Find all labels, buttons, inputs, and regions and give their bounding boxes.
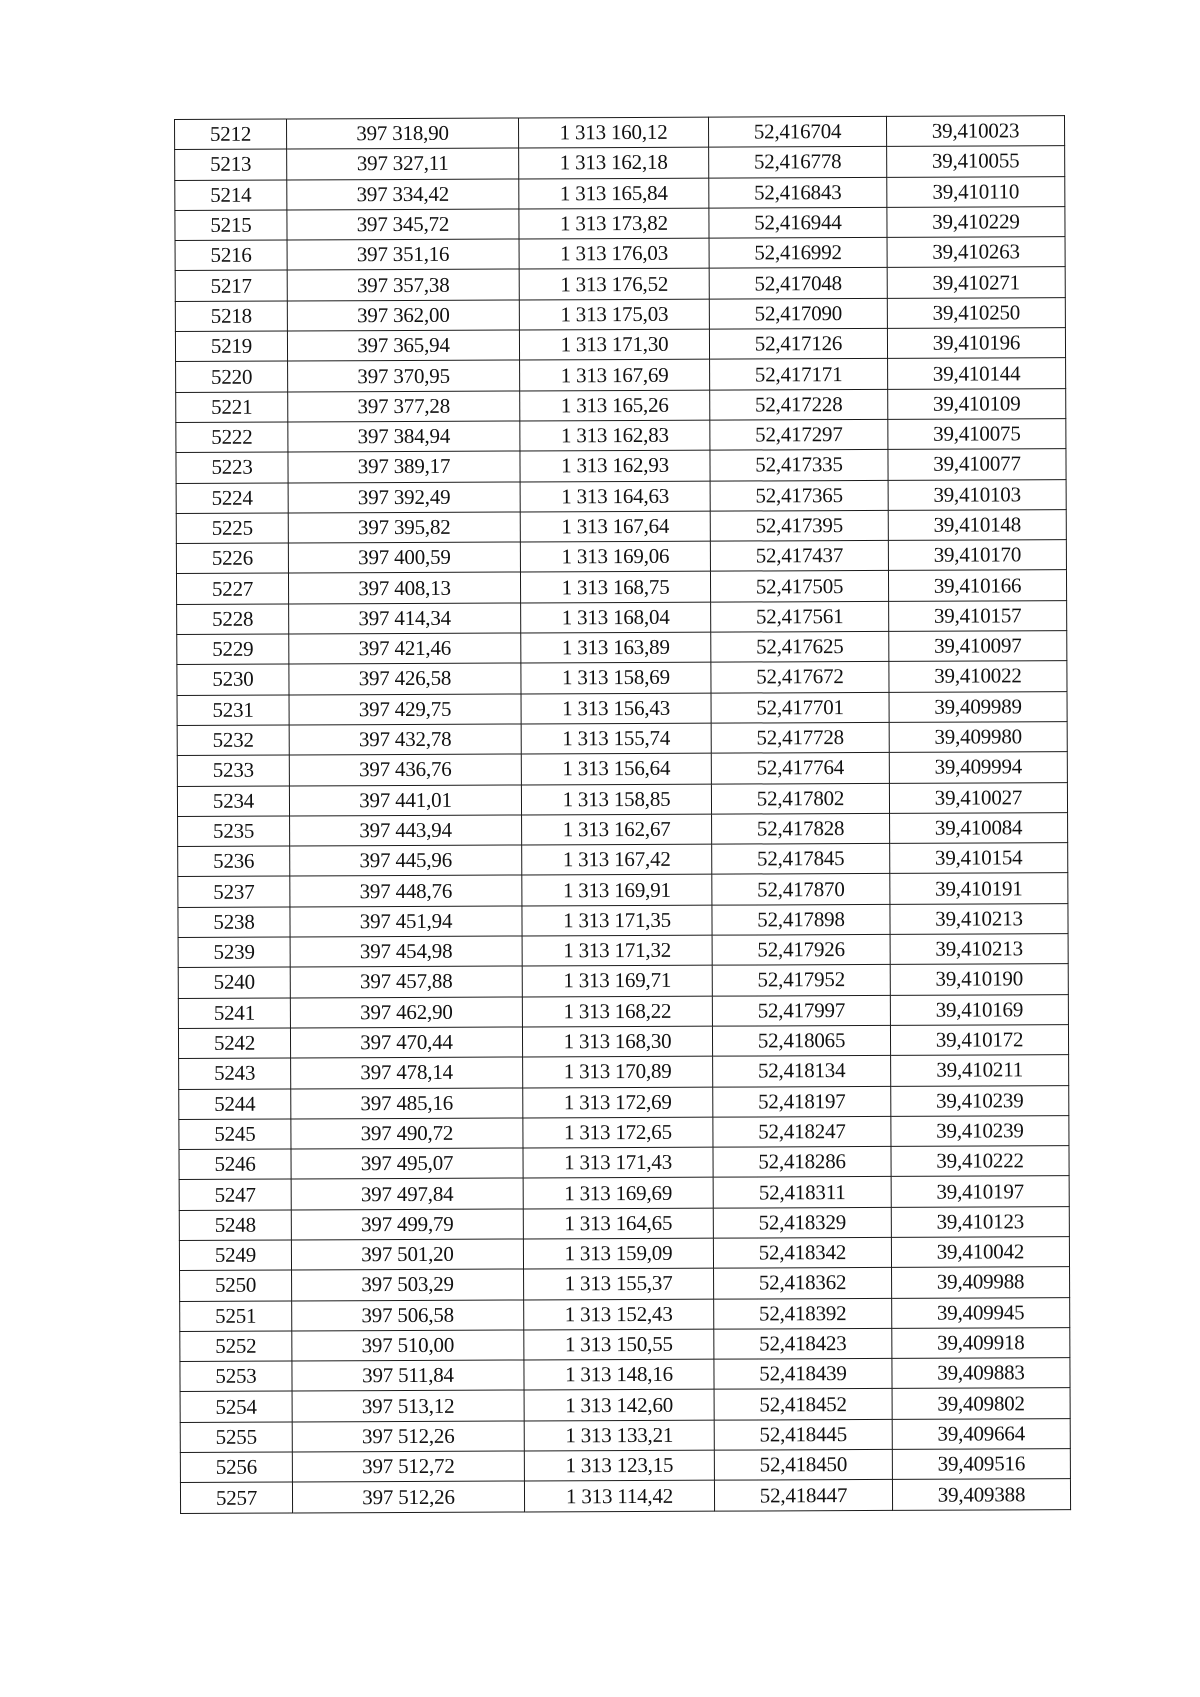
longitude-cell: 39,410213 <box>890 903 1068 934</box>
table-row <box>177 691 1067 725</box>
table-row <box>176 479 1066 513</box>
x-coordinate-cell: 397 370,95 <box>288 360 520 391</box>
x-coordinate-cell: 397 462,90 <box>290 997 522 1028</box>
table-row <box>180 1297 1070 1331</box>
longitude-cell: 39,409883 <box>892 1358 1070 1389</box>
x-coordinate-cell: 397 365,94 <box>287 330 519 361</box>
latitude-cell: 52,418329 <box>713 1207 891 1238</box>
y-coordinate-cell: 1 313 158,85 <box>521 784 711 815</box>
x-coordinate-cell: 397 414,34 <box>289 603 521 634</box>
longitude-cell: 39,410172 <box>890 1025 1068 1056</box>
x-coordinate-cell: 397 426,58 <box>289 663 521 694</box>
table-row <box>177 631 1067 665</box>
point-number-cell: 5220 <box>176 361 288 392</box>
latitude-cell: 52,417395 <box>710 510 888 541</box>
latitude-cell: 52,417828 <box>712 813 890 844</box>
latitude-cell: 52,418447 <box>714 1480 892 1511</box>
y-coordinate-cell: 1 313 170,89 <box>523 1056 713 1087</box>
x-coordinate-cell: 397 490,72 <box>291 1118 523 1149</box>
point-number-cell: 5228 <box>177 604 289 635</box>
y-coordinate-cell: 1 313 167,69 <box>520 360 710 391</box>
table-row <box>180 1479 1070 1513</box>
y-coordinate-cell: 1 313 162,83 <box>520 420 710 451</box>
y-coordinate-cell: 1 313 155,37 <box>524 1268 714 1299</box>
latitude-cell: 52,417228 <box>710 389 888 420</box>
latitude-cell: 52,418342 <box>713 1237 891 1268</box>
longitude-cell: 39,410154 <box>890 843 1068 874</box>
y-coordinate-cell: 1 313 175,03 <box>519 299 709 330</box>
x-coordinate-cell: 397 389,17 <box>288 451 520 482</box>
point-number-cell: 5224 <box>176 483 288 514</box>
x-coordinate-cell: 397 513,12 <box>292 1390 524 1421</box>
longitude-cell: 39,410084 <box>890 812 1068 843</box>
x-coordinate-cell: 397 377,28 <box>288 391 520 422</box>
x-coordinate-cell: 397 345,72 <box>287 209 519 240</box>
point-number-cell: 5247 <box>179 1179 291 1210</box>
point-number-cell: 5227 <box>176 573 288 604</box>
y-coordinate-cell: 1 313 159,09 <box>523 1238 713 1269</box>
longitude-cell: 39,409988 <box>892 1267 1070 1298</box>
y-coordinate-cell: 1 313 165,26 <box>520 390 710 421</box>
y-coordinate-cell: 1 313 114,42 <box>524 1481 714 1512</box>
longitude-cell: 39,410042 <box>891 1237 1069 1268</box>
x-coordinate-cell: 397 441,01 <box>289 785 521 816</box>
latitude-cell: 52,417926 <box>712 934 890 965</box>
y-coordinate-cell: 1 313 160,12 <box>518 117 708 148</box>
point-number-cell: 5240 <box>178 967 290 998</box>
point-number-cell: 5233 <box>177 755 289 786</box>
x-coordinate-cell: 397 454,98 <box>290 936 522 967</box>
latitude-cell: 52,417845 <box>712 844 890 875</box>
point-number-cell: 5245 <box>179 1119 291 1150</box>
x-coordinate-cell: 397 512,72 <box>292 1451 524 1482</box>
point-number-cell: 5238 <box>178 907 290 938</box>
point-number-cell: 5239 <box>178 937 290 968</box>
longitude-cell: 39,410191 <box>890 873 1068 904</box>
y-coordinate-cell: 1 313 169,69 <box>523 1178 713 1209</box>
y-coordinate-cell: 1 313 176,03 <box>519 238 709 269</box>
point-number-cell: 5214 <box>175 180 287 211</box>
y-coordinate-cell: 1 313 172,69 <box>523 1087 713 1118</box>
y-coordinate-cell: 1 313 168,30 <box>522 1026 712 1057</box>
longitude-cell: 39,410077 <box>888 449 1066 480</box>
longitude-cell: 39,410109 <box>888 388 1066 419</box>
x-coordinate-cell: 397 432,78 <box>289 724 521 755</box>
longitude-cell: 39,409388 <box>892 1479 1070 1510</box>
latitude-cell: 52,417997 <box>712 995 890 1026</box>
table-row <box>176 358 1066 392</box>
longitude-cell: 39,409516 <box>892 1449 1070 1480</box>
x-coordinate-cell: 397 429,75 <box>289 694 521 725</box>
longitude-cell: 39,410213 <box>890 934 1068 965</box>
latitude-cell: 52,418197 <box>713 1086 891 1117</box>
table-row <box>177 722 1067 756</box>
x-coordinate-cell: 397 408,13 <box>288 572 520 603</box>
longitude-cell: 39,410239 <box>891 1115 1069 1146</box>
longitude-cell: 39,410229 <box>887 207 1065 238</box>
latitude-cell: 52,418065 <box>712 1025 890 1056</box>
table-row <box>178 903 1068 937</box>
latitude-cell: 52,417126 <box>709 328 887 359</box>
latitude-cell: 52,417952 <box>712 965 890 996</box>
point-number-cell: 5250 <box>180 1270 292 1301</box>
point-number-cell: 5243 <box>179 1058 291 1089</box>
table-row <box>176 388 1066 422</box>
table-row <box>175 297 1065 331</box>
longitude-cell: 39,410222 <box>891 1146 1069 1177</box>
table-row <box>178 964 1068 998</box>
table-row <box>176 449 1066 483</box>
table-row <box>179 1085 1069 1119</box>
point-number-cell: 5257 <box>180 1482 292 1513</box>
point-number-cell: 5242 <box>178 1028 290 1059</box>
table-row <box>176 509 1066 543</box>
point-number-cell: 5225 <box>176 513 288 544</box>
point-number-cell: 5212 <box>175 119 287 150</box>
point-number-cell: 5235 <box>178 816 290 847</box>
y-coordinate-cell: 1 313 148,16 <box>524 1359 714 1390</box>
point-number-cell: 5219 <box>175 331 287 362</box>
latitude-cell: 52,417625 <box>711 631 889 662</box>
longitude-cell: 39,410027 <box>889 782 1067 813</box>
table-row <box>179 1176 1069 1210</box>
longitude-cell: 39,409989 <box>889 691 1067 722</box>
table-row <box>178 843 1068 877</box>
y-coordinate-cell: 1 313 171,30 <box>519 329 709 360</box>
point-number-cell: 5217 <box>175 270 287 301</box>
latitude-cell: 52,417335 <box>710 450 888 481</box>
longitude-cell: 39,410263 <box>887 237 1065 268</box>
latitude-cell: 52,416843 <box>709 177 887 208</box>
y-coordinate-cell: 1 313 168,04 <box>521 602 711 633</box>
point-number-cell: 5251 <box>180 1301 292 1332</box>
table-row <box>175 116 1065 150</box>
point-number-cell: 5256 <box>180 1452 292 1483</box>
table-row <box>179 1146 1069 1180</box>
point-number-cell: 5252 <box>180 1331 292 1362</box>
point-number-cell: 5216 <box>175 240 287 271</box>
y-coordinate-cell: 1 313 171,32 <box>522 935 712 966</box>
latitude-cell: 52,417870 <box>712 874 890 905</box>
longitude-cell: 39,410123 <box>891 1206 1069 1237</box>
x-coordinate-cell: 397 501,20 <box>291 1239 523 1270</box>
longitude-cell: 39,410157 <box>889 600 1067 631</box>
x-coordinate-cell: 397 503,29 <box>292 1269 524 1300</box>
y-coordinate-cell: 1 313 164,63 <box>520 481 710 512</box>
longitude-cell: 39,409994 <box>889 752 1067 783</box>
y-coordinate-cell: 1 313 155,74 <box>521 723 711 754</box>
latitude-cell: 52,417701 <box>711 692 889 723</box>
x-coordinate-cell: 397 327,11 <box>287 148 519 179</box>
latitude-cell: 52,417672 <box>711 662 889 693</box>
x-coordinate-cell: 397 448,76 <box>290 875 522 906</box>
x-coordinate-cell: 397 506,58 <box>292 1300 524 1331</box>
point-number-cell: 5221 <box>176 392 288 423</box>
latitude-cell: 52,418450 <box>714 1449 892 1480</box>
y-coordinate-cell: 1 313 172,65 <box>523 1117 713 1148</box>
longitude-cell: 39,410075 <box>888 419 1066 450</box>
y-coordinate-cell: 1 313 142,60 <box>524 1390 714 1421</box>
latitude-cell: 52,417505 <box>710 571 888 602</box>
point-number-cell: 5222 <box>176 422 288 453</box>
longitude-cell: 39,409945 <box>892 1297 1070 1328</box>
table-row <box>179 1115 1069 1149</box>
point-number-cell: 5215 <box>175 210 287 241</box>
latitude-cell: 52,416704 <box>708 116 886 147</box>
latitude-cell: 52,418311 <box>713 1177 891 1208</box>
y-coordinate-cell: 1 313 167,64 <box>520 511 710 542</box>
latitude-cell: 52,418439 <box>714 1359 892 1390</box>
longitude-cell: 39,410239 <box>891 1085 1069 1116</box>
latitude-cell: 52,416944 <box>709 207 887 238</box>
y-coordinate-cell: 1 313 176,52 <box>519 269 709 300</box>
table-row <box>180 1267 1070 1301</box>
latitude-cell: 52,417297 <box>710 419 888 450</box>
longitude-cell: 39,410103 <box>888 479 1066 510</box>
longitude-cell: 39,409802 <box>892 1388 1070 1419</box>
table-row <box>177 600 1067 634</box>
longitude-cell: 39,410110 <box>887 176 1065 207</box>
latitude-cell: 52,417365 <box>710 480 888 511</box>
x-coordinate-cell: 397 499,79 <box>291 1209 523 1240</box>
latitude-cell: 52,416778 <box>709 147 887 178</box>
table-row <box>178 1025 1068 1059</box>
latitude-cell: 52,417764 <box>711 753 889 784</box>
latitude-cell: 52,418134 <box>713 1056 891 1087</box>
point-number-cell: 5254 <box>180 1391 292 1422</box>
latitude-cell: 52,417898 <box>712 904 890 935</box>
latitude-cell: 52,418423 <box>714 1328 892 1359</box>
table-row <box>175 328 1065 362</box>
latitude-cell: 52,417728 <box>711 722 889 753</box>
longitude-cell: 39,410170 <box>888 540 1066 571</box>
table-row <box>175 176 1065 210</box>
x-coordinate-cell: 397 334,42 <box>287 179 519 210</box>
point-number-cell: 5237 <box>178 876 290 907</box>
point-number-cell: 5223 <box>176 452 288 483</box>
latitude-cell: 52,418452 <box>714 1389 892 1420</box>
table-row <box>180 1327 1070 1361</box>
point-number-cell: 5213 <box>175 149 287 180</box>
table-row <box>176 419 1066 453</box>
latitude-cell: 52,418392 <box>714 1298 892 1329</box>
x-coordinate-cell: 397 497,84 <box>291 1178 523 1209</box>
y-coordinate-cell: 1 313 173,82 <box>519 208 709 239</box>
latitude-cell: 52,417437 <box>710 541 888 572</box>
table-row <box>178 873 1068 907</box>
table-row <box>178 812 1068 846</box>
table-row <box>179 1237 1069 1271</box>
x-coordinate-cell: 397 512,26 <box>292 1421 524 1452</box>
point-number-cell: 5249 <box>179 1240 291 1271</box>
table-row <box>180 1388 1070 1422</box>
table-row <box>179 1055 1069 1089</box>
latitude-cell: 52,418286 <box>713 1146 891 1177</box>
x-coordinate-cell: 397 384,94 <box>288 421 520 452</box>
longitude-cell: 39,410197 <box>891 1176 1069 1207</box>
latitude-cell: 52,417048 <box>709 268 887 299</box>
y-coordinate-cell: 1 313 156,43 <box>521 693 711 724</box>
point-number-cell: 5229 <box>177 634 289 665</box>
table-row <box>180 1358 1070 1392</box>
y-coordinate-cell: 1 313 169,06 <box>520 541 710 572</box>
y-coordinate-cell: 1 313 156,64 <box>521 753 711 784</box>
y-coordinate-cell: 1 313 171,35 <box>522 905 712 936</box>
x-coordinate-cell: 397 395,82 <box>288 512 520 543</box>
x-coordinate-cell: 397 511,84 <box>292 1360 524 1391</box>
table-row <box>177 782 1067 816</box>
x-coordinate-cell: 397 421,46 <box>289 633 521 664</box>
point-number-cell: 5241 <box>178 998 290 1029</box>
x-coordinate-cell: 397 510,00 <box>292 1330 524 1361</box>
table-row <box>175 267 1065 301</box>
point-number-cell: 5248 <box>179 1210 291 1241</box>
point-number-cell: 5232 <box>177 725 289 756</box>
longitude-cell: 39,410169 <box>890 994 1068 1025</box>
table-row <box>180 1449 1070 1483</box>
longitude-cell: 39,410196 <box>887 328 1065 359</box>
longitude-cell: 39,410211 <box>891 1055 1069 1086</box>
y-coordinate-cell: 1 313 168,75 <box>520 572 710 603</box>
latitude-cell: 52,417561 <box>711 601 889 632</box>
longitude-cell: 39,410022 <box>889 661 1067 692</box>
x-coordinate-cell: 397 512,26 <box>292 1481 524 1512</box>
point-number-cell: 5236 <box>178 846 290 877</box>
longitude-cell: 39,410055 <box>887 146 1065 177</box>
table-row <box>176 540 1066 574</box>
y-coordinate-cell: 1 313 123,15 <box>524 1450 714 1481</box>
table-row <box>176 570 1066 604</box>
y-coordinate-cell: 1 313 162,93 <box>520 450 710 481</box>
x-coordinate-cell: 397 478,14 <box>291 1057 523 1088</box>
table-row <box>177 661 1067 695</box>
coordinates-table <box>174 115 1071 1514</box>
point-number-cell: 5246 <box>179 1149 291 1180</box>
point-number-cell: 5231 <box>177 695 289 726</box>
longitude-cell: 39,410271 <box>887 267 1065 298</box>
x-coordinate-cell: 397 485,16 <box>291 1087 523 1118</box>
y-coordinate-cell: 1 313 169,71 <box>522 965 712 996</box>
latitude-cell: 52,418247 <box>713 1116 891 1147</box>
longitude-cell: 39,409664 <box>892 1418 1070 1449</box>
point-number-cell: 5218 <box>175 301 287 332</box>
table-row <box>177 752 1067 786</box>
longitude-cell: 39,410097 <box>889 631 1067 662</box>
latitude-cell: 52,417171 <box>710 359 888 390</box>
table-row <box>179 1206 1069 1240</box>
point-number-cell: 5255 <box>180 1422 292 1453</box>
x-coordinate-cell: 397 457,88 <box>290 966 522 997</box>
y-coordinate-cell: 1 313 165,84 <box>519 178 709 209</box>
y-coordinate-cell: 1 313 158,69 <box>521 663 711 694</box>
table-row <box>175 207 1065 241</box>
x-coordinate-cell: 397 357,38 <box>287 269 519 300</box>
longitude-cell: 39,410148 <box>888 509 1066 540</box>
longitude-cell: 39,410250 <box>887 297 1065 328</box>
y-coordinate-cell: 1 313 150,55 <box>524 1329 714 1360</box>
y-coordinate-cell: 1 313 133,21 <box>524 1420 714 1451</box>
x-coordinate-cell: 397 436,76 <box>289 754 521 785</box>
x-coordinate-cell: 397 400,59 <box>288 542 520 573</box>
x-coordinate-cell: 397 443,94 <box>290 815 522 846</box>
y-coordinate-cell: 1 313 164,65 <box>523 1208 713 1239</box>
y-coordinate-cell: 1 313 163,89 <box>521 632 711 663</box>
y-coordinate-cell: 1 313 162,67 <box>522 814 712 845</box>
latitude-cell: 52,418445 <box>714 1419 892 1450</box>
longitude-cell: 39,409918 <box>892 1327 1070 1358</box>
coordinates-table-body <box>175 116 1071 1514</box>
latitude-cell: 52,418362 <box>714 1268 892 1299</box>
x-coordinate-cell: 397 495,07 <box>291 1148 523 1179</box>
x-coordinate-cell: 397 392,49 <box>288 482 520 513</box>
table-row <box>178 934 1068 968</box>
point-number-cell: 5226 <box>176 543 288 574</box>
y-coordinate-cell: 1 313 169,91 <box>522 875 712 906</box>
y-coordinate-cell: 1 313 171,43 <box>523 1147 713 1178</box>
longitude-cell: 39,410166 <box>888 570 1066 601</box>
point-number-cell: 5234 <box>177 786 289 817</box>
latitude-cell: 52,417802 <box>711 783 889 814</box>
table-row <box>180 1418 1070 1452</box>
x-coordinate-cell: 397 351,16 <box>287 239 519 270</box>
table-row <box>178 994 1068 1028</box>
y-coordinate-cell: 1 313 162,18 <box>519 147 709 178</box>
x-coordinate-cell: 397 362,00 <box>287 300 519 331</box>
point-number-cell: 5230 <box>177 664 289 695</box>
point-number-cell: 5244 <box>179 1088 291 1119</box>
longitude-cell: 39,410023 <box>886 116 1064 147</box>
x-coordinate-cell: 397 451,94 <box>290 906 522 937</box>
latitude-cell: 52,417090 <box>709 298 887 329</box>
y-coordinate-cell: 1 313 152,43 <box>524 1299 714 1330</box>
x-coordinate-cell: 397 318,90 <box>287 118 519 149</box>
table-row <box>175 146 1065 180</box>
longitude-cell: 39,409980 <box>889 722 1067 753</box>
table-row <box>175 237 1065 271</box>
x-coordinate-cell: 397 470,44 <box>290 1027 522 1058</box>
longitude-cell: 39,410190 <box>890 964 1068 995</box>
y-coordinate-cell: 1 313 168,22 <box>522 996 712 1027</box>
longitude-cell: 39,410144 <box>888 358 1066 389</box>
y-coordinate-cell: 1 313 167,42 <box>522 844 712 875</box>
latitude-cell: 52,416992 <box>709 238 887 269</box>
point-number-cell: 5253 <box>180 1361 292 1392</box>
x-coordinate-cell: 397 445,96 <box>290 845 522 876</box>
